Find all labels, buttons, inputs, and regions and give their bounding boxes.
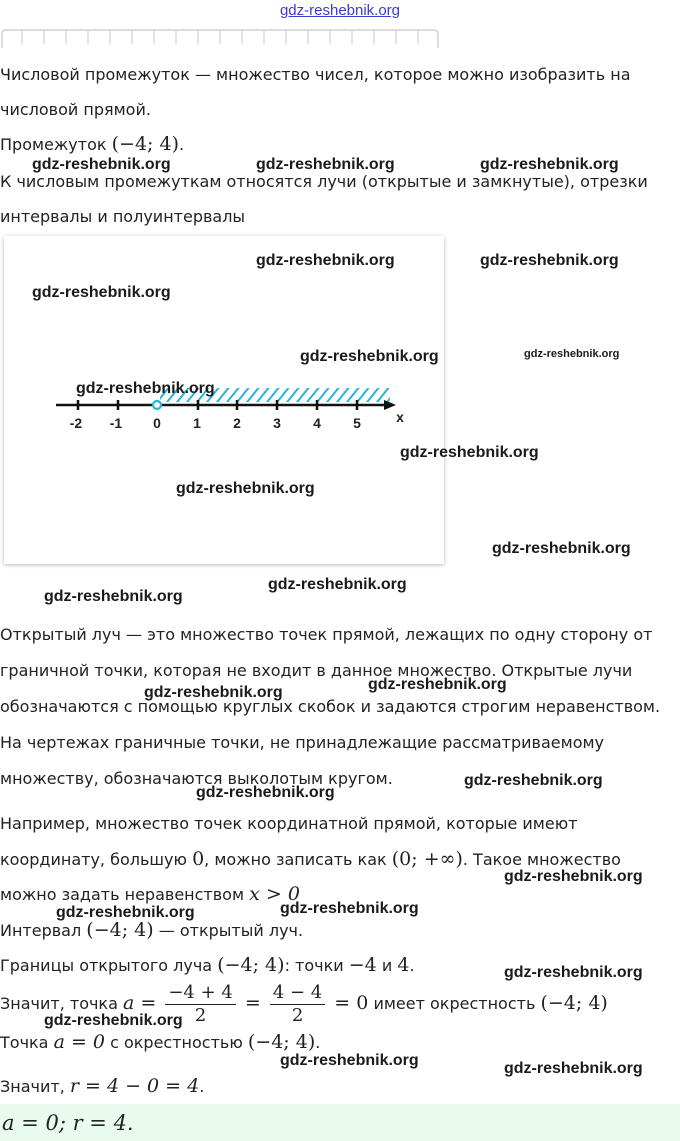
interval-math: (−4; 4) <box>111 133 180 155</box>
watermark-text: gdz-reshebnik.org <box>280 1052 419 1069</box>
interval-ray-prefix: Интервал <box>0 921 87 940</box>
answer-text: a = 0; r = 4. <box>2 1111 134 1135</box>
tick-label: 2 <box>233 415 241 431</box>
paragraph-bounds <box>0 955 415 976</box>
watermark-text: gdz-reshebnik.org <box>464 772 603 789</box>
interval-suffix: . <box>179 135 185 154</box>
fraction-diff <box>270 982 325 1027</box>
watermark-text: gdz-reshebnik.org <box>400 444 539 461</box>
watermark-text: gdz-reshebnik.org <box>44 588 183 605</box>
midpoint-result: = 0 <box>328 992 369 1014</box>
point-math: a = 0 <box>53 1031 105 1053</box>
fraction-diff-denominator: 2 <box>291 1005 304 1026</box>
bounds-math-left: −4 <box>348 954 377 976</box>
answer-box <box>0 1104 680 1141</box>
example-prefix: координату, большую <box>0 850 193 869</box>
paragraph-open-ray-line2: граничной точки, которая не входит в данное множество. Открытые лучи <box>0 661 633 680</box>
midpoint-suffix: имеет окрестность <box>368 994 541 1013</box>
watermark-text: gdz-reshebnik.org <box>300 348 439 365</box>
watermark-text: gdz-reshebnik.org <box>480 156 619 173</box>
watermark-text: gdz-reshebnik.org <box>56 904 195 921</box>
tick-label: 5 <box>353 415 361 431</box>
paragraph-example-line2 <box>0 849 621 870</box>
paragraph-open-ray-line1: Открытый луч — это множество точек прямой, лежащих по одну сторону от <box>0 625 653 644</box>
inequality-math: x > 0 <box>249 883 300 905</box>
interval-ray-suffix: — открытый луч. <box>153 921 304 940</box>
inequality-prefix: можно задать неравенством <box>0 885 250 904</box>
paragraph-definition-line2: числовой прямой. <box>0 100 151 119</box>
tick-label: 4 <box>313 415 321 431</box>
midpoint-var: a <box>122 992 135 1014</box>
paragraph-open-ray-line5: множеству, обозначаются выколотым кругом. <box>0 769 393 788</box>
paragraph-definition-line1: Числовой промежуток — множество чисел, которое можно изобразить на <box>0 65 631 84</box>
radius-suffix: . <box>199 1077 205 1096</box>
ruler-strip <box>0 28 440 50</box>
tick-label: -2 <box>69 415 83 431</box>
watermark-text: gdz-reshebnik.org <box>504 964 643 981</box>
point-interval: (−4; 4) <box>247 1031 316 1053</box>
watermark-text: gdz-reshebnik.org <box>76 380 215 397</box>
watermark-text: gdz-reshebnik.org <box>196 784 335 801</box>
bounds-and: и <box>376 956 398 975</box>
open-point <box>153 401 161 409</box>
watermark-text: gdz-reshebnik.org <box>492 540 631 557</box>
paragraph-example-line3 <box>0 884 300 905</box>
watermark-text: gdz-reshebnik.org <box>268 576 407 593</box>
paragraph-interval <box>0 134 184 155</box>
midpoint-interval: (−4; 4) <box>540 992 608 1014</box>
point-suffix: . <box>315 1033 321 1052</box>
axis-arrow <box>384 400 396 410</box>
paragraph-example-line1: Например, множество точек координатной прямой, которые имеют <box>0 814 578 833</box>
watermark-text: gdz-reshebnik.org <box>44 1012 183 1029</box>
watermark-text: gdz-reshebnik.org <box>32 156 171 173</box>
watermark-text: gdz-reshebnik.org <box>504 1060 643 1077</box>
interval-prefix: Промежуток <box>0 135 112 154</box>
paragraph-point-neighborhood <box>0 1032 320 1053</box>
bounds-prefix: Границы открытого луча <box>0 956 218 975</box>
midpoint-eq2: = <box>238 992 267 1014</box>
paragraph-radius <box>0 1076 204 1097</box>
midpoint-prefix: Значит, точка <box>0 994 123 1013</box>
fraction-sum-denominator: 2 <box>194 1005 207 1026</box>
watermark-text: gdz-reshebnik.org <box>368 676 507 693</box>
tick-label: 0 <box>153 415 161 431</box>
tick-label: 1 <box>193 415 201 431</box>
watermark-text: gdz-reshebnik.org <box>176 480 315 497</box>
bounds-math-right: 4 <box>397 954 410 976</box>
example-math-zero: 0 <box>192 848 205 870</box>
watermark-text: gdz-reshebnik.org <box>256 156 395 173</box>
tick-label: 3 <box>273 415 281 431</box>
watermark-text: gdz-reshebnik.org <box>280 900 419 917</box>
watermark-text: gdz-reshebnik.org <box>504 868 643 885</box>
fraction-diff-numerator: 4 − 4 <box>270 982 325 1005</box>
watermark-text: gdz-reshebnik.org <box>524 348 620 360</box>
watermark-text: gdz-reshebnik.org <box>144 684 283 701</box>
site-link[interactable]: gdz-reshebnik.org <box>279 2 401 19</box>
radius-prefix: Значит, <box>0 1077 70 1096</box>
watermark-text: gdz-reshebnik.org <box>256 252 395 269</box>
point-mid: с окрестностью <box>105 1033 248 1052</box>
example-math-ray: (0; +∞) <box>391 848 463 870</box>
midpoint-eq1: = <box>134 992 163 1014</box>
example-mid: , можно записать как <box>204 850 392 869</box>
point-prefix: Точка <box>0 1033 54 1052</box>
paragraph-open-ray-line3: обозначаются с помощью круглых скобок и задаются строгим неравенством. <box>0 697 661 716</box>
interval-ray-math: (−4; 4) <box>86 919 154 941</box>
bounds-math-interval: (−4; 4) <box>217 954 285 976</box>
tick-label: -1 <box>109 415 123 431</box>
fraction-sum-numerator: −4 + 4 <box>165 982 236 1005</box>
paragraph-open-ray-line4: На чертежах граничные точки, не принадлежащие рассматриваемому <box>0 733 605 752</box>
bounds-mid: : точки <box>284 956 349 975</box>
watermark-text: gdz-reshebnik.org <box>480 252 619 269</box>
paragraph-interval-ray <box>0 920 303 941</box>
bounds-suffix: . <box>409 956 415 975</box>
radius-math: r = 4 − 0 = 4 <box>69 1075 200 1097</box>
example-suffix: . Такое множество <box>462 850 621 869</box>
axis-label-x: x <box>396 409 404 425</box>
paragraph-types-line2: интервалы и полуинтервалы <box>0 207 246 226</box>
paragraph-types-line1: К числовым промежуткам относятся лучи (открытые и замкнутые), отрезки <box>0 172 648 191</box>
watermark-text: gdz-reshebnik.org <box>32 284 171 301</box>
